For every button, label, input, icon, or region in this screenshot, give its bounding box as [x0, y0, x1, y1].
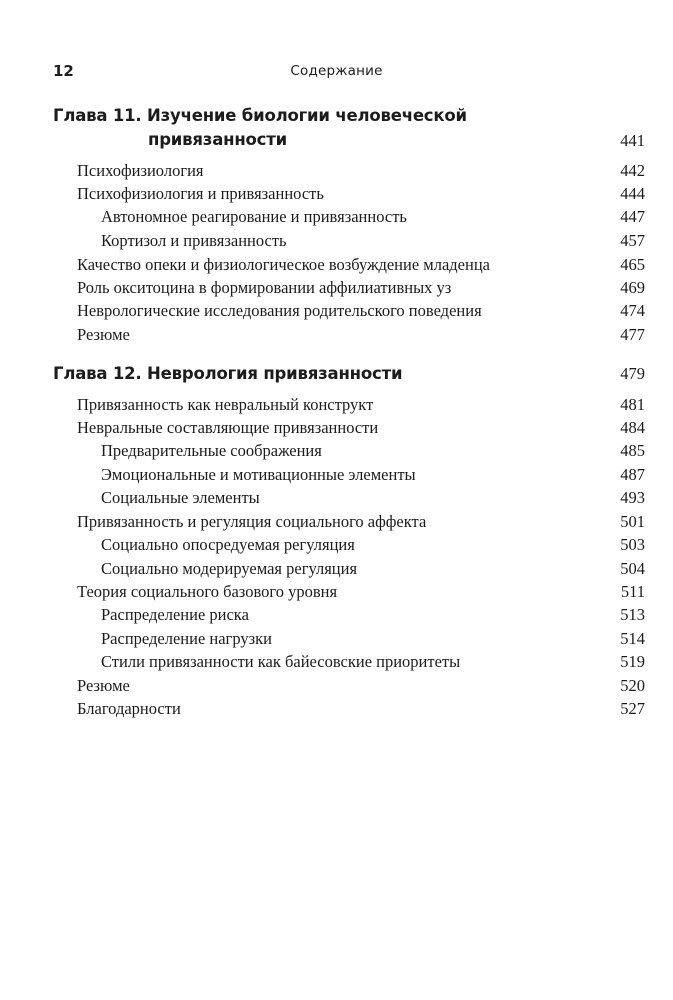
toc-subentry: Автономное реагирование и привязанность: [101, 207, 407, 226]
toc-subentry: Предварительные соображения: [101, 441, 322, 460]
toc-entry: Психофизиология: [77, 161, 204, 180]
toc-entry-page: 481: [620, 395, 645, 414]
toc-entry-page: 474: [620, 301, 645, 320]
toc-entry-page: 513: [620, 605, 645, 624]
chapter-12-page: 479: [620, 364, 645, 383]
toc-entry: Качество опеки и физиологическое возбуждение младенца: [77, 255, 490, 274]
toc-entry-page: 519: [620, 652, 645, 671]
toc-entry-page: 477: [620, 325, 645, 344]
toc-entry: Резюме: [77, 325, 130, 344]
toc-entry: Привязанность как невральный конструкт: [77, 395, 374, 414]
running-title: Содержание: [290, 63, 383, 79]
toc-entry: Неврологические исследования родительского поведения: [77, 301, 482, 320]
toc-entry-page: 501: [620, 512, 645, 531]
toc-entry-page: 504: [620, 559, 645, 578]
toc-entry-page: 457: [620, 231, 645, 250]
toc-entry-page: 484: [620, 418, 645, 437]
toc-entry-page: 465: [620, 255, 645, 274]
chapter-11-title-cont: привязанности: [148, 130, 287, 149]
toc-entry-page: 442: [620, 161, 645, 180]
toc-entry-page: 447: [620, 207, 645, 226]
toc-subentry: Стили привязанности как байесовские приоритеты: [101, 652, 461, 671]
page-number: 12: [53, 62, 74, 80]
toc-entry: Привязанность и регуляция социального аффекта: [77, 512, 427, 531]
toc-entry-page: 444: [620, 184, 645, 203]
toc-entry-page: 520: [620, 676, 645, 695]
toc-entry: Благодарности: [77, 699, 181, 718]
chapter-11-title: Глава 11. Изучение биологии человеческой: [53, 106, 467, 125]
toc-subentry: Распределение риска: [101, 605, 249, 624]
toc-subentry: Социальные элементы: [101, 488, 260, 507]
toc-entry-page: 511: [620, 582, 645, 601]
toc-entry-page: 514: [620, 629, 645, 648]
toc-entry: Роль окситоцина в формировании аффилиативных уз: [77, 278, 452, 297]
toc-entry: Психофизиология и привязанность: [77, 184, 324, 203]
toc-entry: Теория социального базового уровня: [77, 582, 338, 601]
chapter-12-title: Глава 12. Неврология привязанности: [53, 364, 403, 383]
toc-subentry: Распределение нагрузки: [101, 629, 272, 648]
toc-entry-page: 503: [620, 535, 645, 554]
toc-entry-page: 485: [620, 441, 645, 460]
toc-entry-page: 487: [620, 465, 645, 484]
toc-entry-page: 527: [620, 699, 645, 718]
toc-subentry: Социально модерируемая регуляция: [101, 559, 358, 578]
toc-entry-page: 493: [620, 488, 645, 507]
page-header: [0, 62, 673, 82]
toc-entry: Резюме: [77, 676, 130, 695]
toc-subentry: Кортизол и привязанность: [101, 231, 287, 250]
chapter-11-page: 441: [620, 131, 645, 150]
toc-entry-page: 469: [620, 278, 645, 297]
toc-subentry: Эмоциональные и мотивационные элементы: [101, 465, 416, 484]
toc-subentry: Социально опосредуемая регуляция: [101, 535, 355, 554]
toc-entry: Невральные составляющие привязанности: [77, 418, 379, 437]
